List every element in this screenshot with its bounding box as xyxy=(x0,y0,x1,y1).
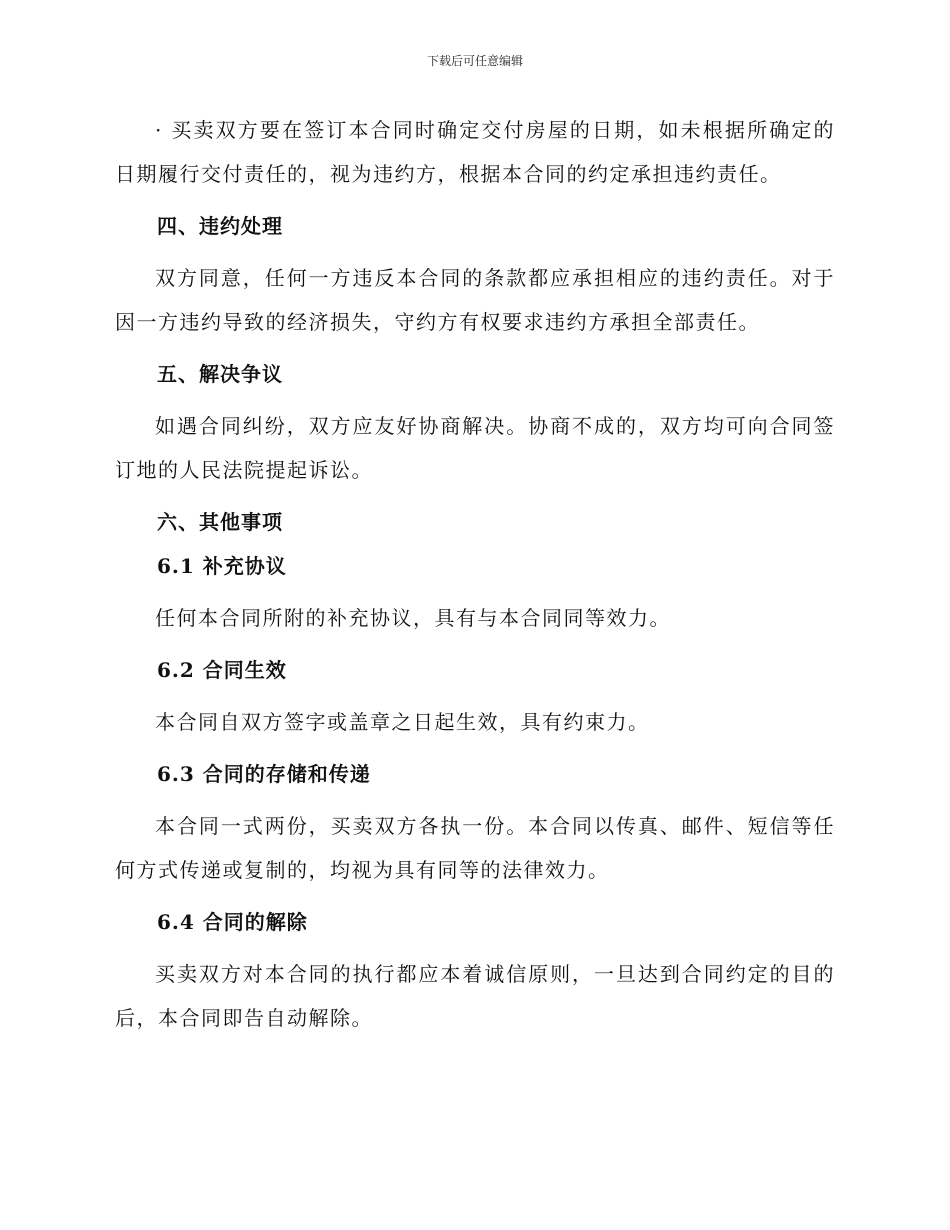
heading-6-2: 6.2 合同生效 xyxy=(157,658,287,682)
paragraph-dispute: 如遇合同纠纷，双方应友好协商解决。协商不成的，双方均可向合同签订地的人民法院提起诉讼。 xyxy=(115,414,835,482)
heading-6-4: 6.4 合同的解除 xyxy=(157,910,308,934)
paragraph-6-3: 本合同一式两份，买卖双方各执一份。本合同以传真、邮件、短信等任何方式传递或复制的，均视为具有同等的法律效力。 xyxy=(115,814,835,882)
paragraph-6-1: 任何本合同所附的补充协议，具有与本合同同等效力。 xyxy=(155,606,671,630)
paragraph-6-4: 买卖双方对本合同的执行都应本着诚信原则，一旦达到合同约定的目的后，本合同即告自动解除。 xyxy=(115,962,835,1030)
heading-breach: 四、违约处理 xyxy=(157,214,283,238)
document-body xyxy=(115,108,835,1040)
heading-6-1: 6.1 补充协议 xyxy=(157,554,287,578)
heading-other-matters: 六、其他事项 xyxy=(157,510,283,534)
page-header: 下载后可任意编辑 xyxy=(426,54,523,68)
heading-dispute: 五、解决争议 xyxy=(157,362,283,386)
paragraph-delivery-date: · 买卖双方要在签订本合同时确定交付房屋的日期，如未根据所确定的日期履行交付责任的，视为违约方，根据本合同的约定承担违约责任。 xyxy=(115,118,835,186)
paragraph-6-2: 本合同自双方签字或盖章之日起生效，具有约束力。 xyxy=(155,710,650,734)
heading-6-3: 6.3 合同的存储和传递 xyxy=(157,762,371,786)
paragraph-breach: 双方同意，任何一方违反本合同的条款都应承担相应的违约责任。对于因一方违约导致的经济损失，守约方有权要求违约方承担全部责任。 xyxy=(115,266,835,334)
